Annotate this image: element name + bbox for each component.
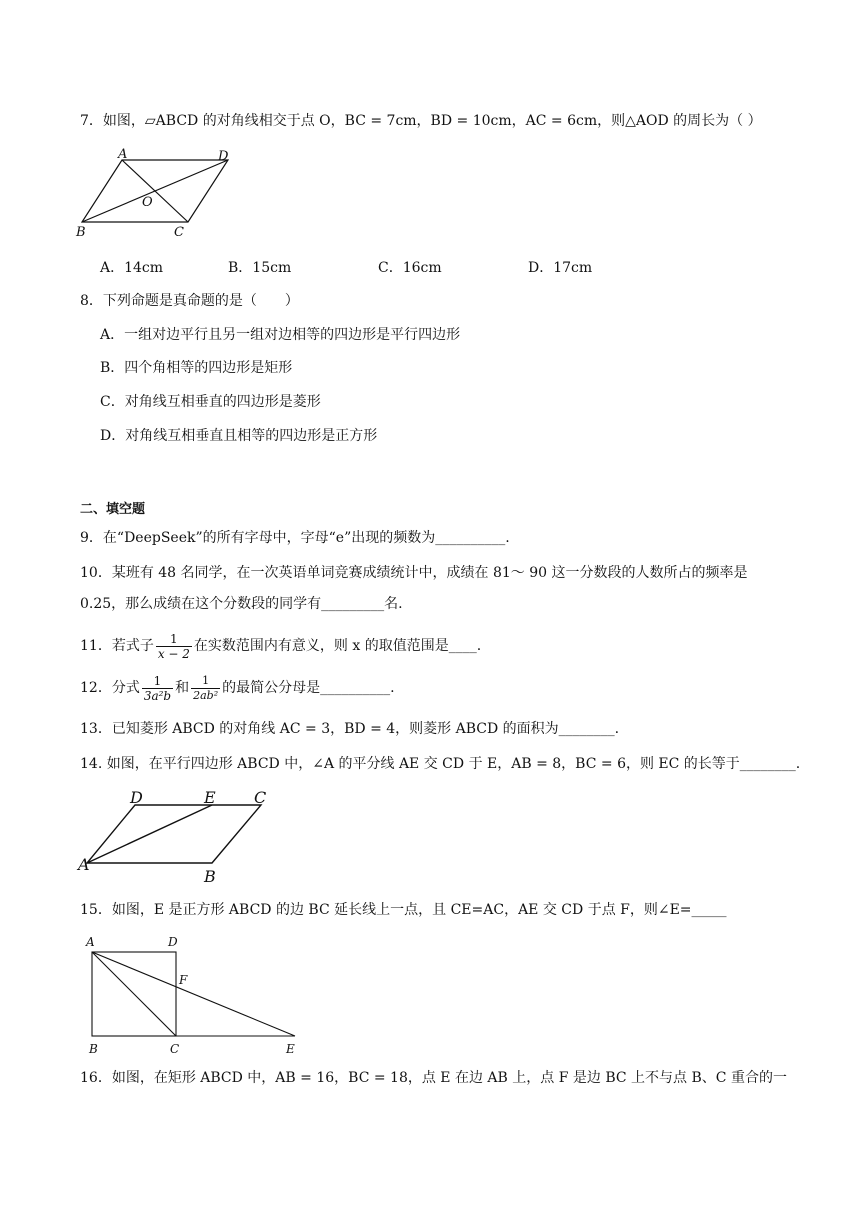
q15-label-d: D bbox=[168, 935, 178, 949]
q7-option-a[interactable]: A．14cm bbox=[100, 260, 164, 276]
q12-fraction-2 bbox=[191, 674, 220, 703]
q12-f1-numerator: 1 bbox=[142, 674, 173, 689]
q7-label-a: A bbox=[118, 147, 128, 162]
q15-label-e: E bbox=[286, 1042, 295, 1056]
q9-text: 9．在“DeepSeek”的所有字母中，字母“e”出现的频数为__________. bbox=[80, 530, 510, 546]
q12-f1-denominator: 3a²b bbox=[143, 688, 172, 703]
q14-label-a: A bbox=[78, 855, 90, 874]
q12-before: 12．分式 bbox=[80, 680, 140, 696]
q10-line2: 0.25，那么成绩在这个分数段的同学有_________名. bbox=[80, 596, 403, 612]
q7-parallelogram-figure bbox=[72, 144, 242, 240]
q15-label-c: C bbox=[170, 1042, 180, 1056]
q7-label-o: O bbox=[142, 195, 153, 210]
q12-fraction-1 bbox=[142, 674, 173, 703]
q14-text: 14. 如图，在平行四边形 ABCD 中，∠A 的平分线 AE 交 CD 于 E，AB = 8，BC = 6，则 EC 的长等于________. bbox=[80, 756, 801, 772]
q11-denominator: x − 2 bbox=[157, 646, 190, 661]
q15-label-b: B bbox=[89, 1042, 98, 1056]
q7-label-b: B bbox=[76, 225, 86, 240]
q15-label-a: A bbox=[86, 935, 95, 949]
q14-parallelogram-figure bbox=[76, 784, 286, 888]
q11-before: 11．若式子 bbox=[80, 638, 154, 654]
q8-option-d[interactable]: D．对角线互相垂直且相等的四边形是正方形 bbox=[100, 428, 378, 444]
q14-label-c: C bbox=[254, 788, 267, 807]
q10-line1: 10．某班有 48 名同学，在一次英语单词竞赛成绩统计中，成绩在 81～ 90 这一分数段的人数所占的频率是 bbox=[80, 565, 748, 581]
q8-option-a[interactable]: A．一组对边平行且另一组对边相等的四边形是平行四边形 bbox=[100, 327, 461, 343]
q12-mid: 和 bbox=[175, 680, 190, 696]
q7-text: 7．如图，▱ABCD 的对角线相交于点 O，BC = 7cm，BD = 10cm，AC = 6cm，则△AOD 的周长为（ ） bbox=[80, 113, 762, 129]
q12-f2-numerator: 1 bbox=[191, 674, 220, 689]
q15-text: 15．如图，E 是正方形 ABCD 的边 BC 延长线上一点，且 CE=AC，AE 交 CD 于点 F，则∠E=_____ bbox=[80, 902, 727, 918]
q11-numerator: 1 bbox=[156, 632, 192, 647]
q12-after: 的最简公分母是__________. bbox=[222, 680, 395, 696]
q7-label-c: C bbox=[174, 225, 184, 240]
q7-option-d[interactable]: D．17cm bbox=[528, 260, 593, 276]
q15-label-f: F bbox=[179, 973, 188, 987]
q7-option-c[interactable]: C．16cm bbox=[378, 260, 442, 276]
q8-option-c[interactable]: C．对角线互相垂直的四边形是菱形 bbox=[100, 394, 321, 410]
q15-square-figure bbox=[80, 930, 310, 1058]
q16-text: 16．如图，在矩形 ABCD 中，AB = 16，BC = 18，点 E 在边 AB 上，点 F 是边 BC 上不与点 B、C 重合的一 bbox=[80, 1070, 787, 1086]
q11-line bbox=[80, 628, 481, 664]
q11-fraction bbox=[156, 632, 192, 661]
q7-option-b[interactable]: B．15cm bbox=[228, 260, 292, 276]
q14-label-e: E bbox=[204, 788, 216, 807]
q12-line bbox=[80, 670, 395, 706]
q8-option-b[interactable]: B．四个角相等的四边形是矩形 bbox=[100, 360, 293, 376]
q7-label-d: D bbox=[218, 149, 229, 164]
q8-text: 8．下列命题是真命题的是（ ） bbox=[80, 293, 299, 309]
q14-label-b: B bbox=[204, 867, 216, 886]
q13-text: 13．已知菱形 ABCD 的对角线 AC = 3，BD = 4，则菱形 ABCD 的面积为________. bbox=[80, 721, 620, 737]
q12-f2-denominator: 2ab² bbox=[193, 688, 219, 702]
q11-after: 在实数范围内有意义，则 x 的取值范围是____. bbox=[193, 638, 482, 654]
q14-label-d: D bbox=[130, 788, 143, 807]
section-title-fill-blank: 二、填空题 bbox=[80, 502, 146, 517]
